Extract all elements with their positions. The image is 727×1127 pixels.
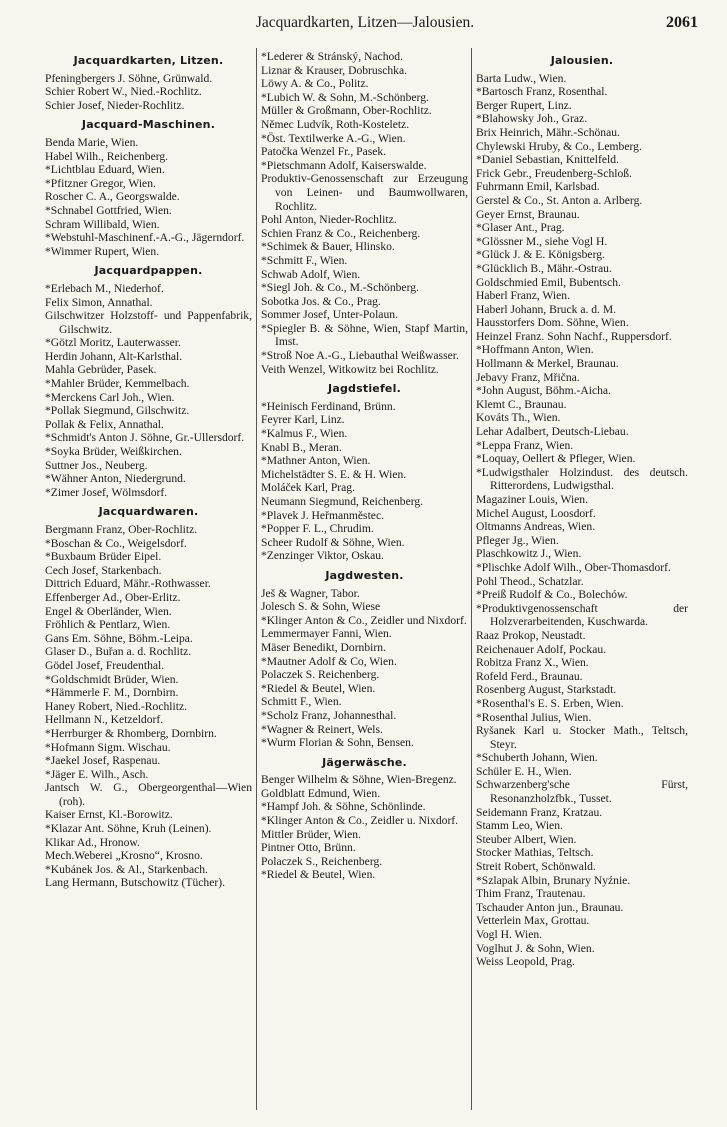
directory-entry: Löwy A. & Co., Politz. <box>261 77 369 91</box>
directory-entry: Plaschkowitz J., Wien. <box>476 547 582 561</box>
directory-entry: *Scholz Franz, Johannesthal. <box>261 708 397 722</box>
section-heading: Jacquard-Maschinen. <box>81 118 216 132</box>
directory-entry: Dittrich Eduard, Mähr.-Rothwasser. <box>45 577 211 591</box>
directory-entry: *Glücklich B., Mähr.-Ostrau. <box>476 261 612 275</box>
directory-entry: *Hofmann Sigm. Wischau. <box>45 740 171 754</box>
directory-entry: Raaz Prokop, Neustadt. <box>476 628 586 642</box>
directory-entry: Scheer Rudolf & Söhne, Wien. <box>261 535 405 549</box>
section-heading: Jagdstiefel. <box>328 382 401 396</box>
directory-entry: Patočka Wenzel Fr., Pasek. <box>261 145 387 159</box>
directory-entry: Steuber Albert, Wien. <box>476 832 577 846</box>
directory-entry: Fröhlich & Pentlarz, Wien. <box>45 618 171 632</box>
section-heading: Jacquardkarten, Litzen. <box>73 54 224 67</box>
directory-entry: Pfeningbergers J. Söhne, Grünwald. <box>45 71 213 85</box>
directory-entry: Feyrer Karl, Linz. <box>261 413 345 427</box>
directory-entry: *Hampf Joh. & Söhne, Schönlinde. <box>261 800 426 814</box>
directory-entry: *Mautner Adolf & Co, Wien. <box>261 654 397 668</box>
directory-entry: Pohl Theod., Schatzlar. <box>476 574 584 588</box>
directory-entry: Mahla Gebrüder, Pasek. <box>45 363 157 377</box>
directory-entry: Pfleger Jg., Wien. <box>476 533 559 547</box>
directory-entry: Barta Ludw., Wien. <box>476 71 567 85</box>
directory-entry: Gerstel & Co., St. Anton a. Arlberg. <box>476 193 643 207</box>
directory-entry: *Schuberth Johann, Wien. <box>476 751 598 765</box>
directory-entry: Schwarzenberg'sche Fürst, Resonanzholzfbk., Tusset. <box>476 778 688 806</box>
directory-entry: *Schmidt's Anton J. Söhne, Gr.-Ullersdorf. <box>45 431 245 445</box>
directory-entry: Produktiv-Genossenschaft zur Erzeugung von Leinen- und Baumwollwaren, Rochlitz. <box>261 172 468 213</box>
directory-entry: *Glück J. & E. Königsberg. <box>476 248 605 262</box>
column-divider <box>256 48 257 1110</box>
column-divider <box>471 48 472 1110</box>
directory-entry: Kováts Th., Wien. <box>476 411 561 425</box>
directory-entry: Mäser Benedikt, Dornbirn. <box>261 640 386 654</box>
directory-entry: Hollmann & Merkel, Braunau. <box>476 357 619 371</box>
directory-entry: *Pietschmann Adolf, Kaiserswalde. <box>261 158 427 172</box>
directory-entry: *Produktivgenossenschaft der Holzverarbeitenden, Kuschwarda. <box>476 601 688 629</box>
directory-entry: Pollak & Felix, Annathal. <box>45 417 164 431</box>
directory-entry: Polaczek S. Reichenberg. <box>261 668 380 682</box>
directory-entry: *Kubánek Jos. & Al., Starkenbach. <box>45 862 208 876</box>
directory-entry: Gödel Josef, Freudenthal. <box>45 658 165 672</box>
directory-entry: Haberl Franz, Wien. <box>476 289 570 303</box>
directory-entry: *Riedel & Beutel, Wien. <box>261 868 376 882</box>
directory-entry: *Soyka Brüder, Weißkirchen. <box>45 445 182 459</box>
directory-entry: Schwab Adolf, Wien. <box>261 267 361 281</box>
directory-entry: *Klazar Ant. Söhne, Kruh (Leinen). <box>45 822 212 836</box>
directory-entry: *Webstuhl-Maschinenf.-A.-G., Jägerndorf. <box>45 231 245 245</box>
directory-entry: Němec Ludvík, Roth-Kosteletz. <box>261 117 410 131</box>
directory-entry: Heinzel Franz. Sohn Nachf., Ruppersdorf. <box>476 329 672 343</box>
directory-entry: Schmitt F., Wien. <box>261 695 342 709</box>
directory-entry: Jolesch S. & Sohn, Wiese <box>261 600 381 614</box>
directory-entry: *John August, Böhm.-Aicha. <box>476 384 611 398</box>
directory-entry: *Hämmerle F. M., Dornbirn. <box>45 686 179 700</box>
directory-entry: Lehar Adalbert, Deutsch-Liebau. <box>476 425 629 439</box>
directory-entry: *Plischke Adolf Wilh., Ober-Thomasdorf. <box>476 560 671 574</box>
directory-entry: Benda Marie, Wien. <box>45 135 139 149</box>
directory-entry: Mech.Weberei „Krosno“, Krosno. <box>45 849 203 863</box>
directory-entry: Veith Wenzel, Witkowitz bei Rochlitz. <box>261 362 439 376</box>
directory-entry: Pohl Anton, Nieder-Rochlitz. <box>261 213 397 227</box>
directory-entry: *Zenzinger Viktor, Oskau. <box>261 549 384 563</box>
directory-entry: Schram Willibald, Wien. <box>45 217 160 231</box>
directory-entry: Robitza Franz X., Wien. <box>476 656 589 670</box>
directory-column-1 <box>45 50 252 890</box>
directory-entry: *Lichtblau Eduard, Wien. <box>45 163 165 177</box>
directory-entry: Haney Robert, Nied.-Rochlitz. <box>45 699 187 713</box>
section-heading: Jacquardwaren. <box>98 505 199 519</box>
directory-entry: Brix Heinrich, Mähr.-Schönau. <box>476 125 620 139</box>
directory-entry: Jantsch W. G., Obergeorgenthal—Wien (roh). <box>45 781 252 808</box>
directory-entry: *Stroß Noe A.-G., Liebauthal Weißwasser. <box>261 349 459 363</box>
directory-entry: Voglhut J. & Sohn, Wien. <box>476 941 595 955</box>
directory-entry: Neumann Siegmund, Reichenberg. <box>261 495 424 508</box>
directory-entry: *Götzl Moritz, Lauterwasser. <box>45 336 181 350</box>
directory-entry: Seidemann Franz, Kratzau. <box>476 805 603 819</box>
directory-entry: *Klinger Anton & Co., Zeidler und Nixdorf. <box>261 613 467 627</box>
directory-entry: Habel Wilh., Reichenberg. <box>45 149 169 163</box>
directory-entry: Pintner Otto, Brünn. <box>261 841 356 855</box>
directory-entry: *Hoffmann Anton, Wien. <box>476 343 594 357</box>
directory-entry: Ješ & Wagner, Tabor. <box>261 586 360 600</box>
directory-entry: Müller & Großmann, Ober-Rochlitz. <box>261 104 432 118</box>
directory-entry: *Mathner Anton, Wien. <box>261 454 371 468</box>
directory-entry: *Bartosch Franz, Rosenthal. <box>476 85 608 99</box>
section-heading: Jacquardpappen. <box>94 264 203 278</box>
directory-entry: Michelstädter S. E. & H. Wien. <box>261 467 407 481</box>
directory-entry: *Schimek & Bauer, Hlinsko. <box>261 240 395 254</box>
directory-entry: *Daniel Sebastian, Knittelfeld. <box>476 153 619 167</box>
directory-entry: Berger Rupert, Linz. <box>476 98 572 112</box>
directory-entry: *Herrburger & Rhomberg, Dornbirn. <box>45 726 217 740</box>
directory-entry: *Klinger Anton & Co., Zeidler u. Nixdorf. <box>261 814 459 828</box>
directory-entry: Schier Josef, Nieder-Rochlitz. <box>45 98 185 112</box>
directory-entry: Kaiser Ernst, Kl.-Borowitz. <box>45 808 173 822</box>
directory-entry: *Popper F. L., Chrudim. <box>261 522 374 536</box>
directory-entry: *Loquay, Oellert & Pfleger, Wien. <box>476 452 636 466</box>
directory-entry: *Jäger E. Wilh., Asch. <box>45 767 149 781</box>
directory-entry: Fuhrmann Emil, Karlsbad. <box>476 180 600 194</box>
directory-entry: Ryšanek Karl u. Stocker Math., Teltsch, Steyr. <box>476 724 688 751</box>
directory-entry: *Preiß Rudolf & Co., Bolechów. <box>476 588 628 602</box>
directory-entry: Rofeld Ferd., Braunau. <box>476 669 583 683</box>
directory-entry: *Öst. Textilwerke A.-G., Wien. <box>261 131 406 145</box>
directory-entry: Benger Wilhelm & Söhne, Wien-Bregenz. <box>261 773 457 787</box>
directory-entry: Effenberger Ad., Ober-Erlitz. <box>45 590 181 604</box>
directory-entry: *Kalmus F., Wien. <box>261 427 348 441</box>
directory-entry: Roscher C. A., Georgswalde. <box>45 190 180 204</box>
directory-entry: *Mahler Brüder, Kemmelbach. <box>45 377 190 391</box>
directory-entry: *Blahowsky Joh., Graz. <box>476 112 588 126</box>
directory-entry: Goldschmied Emil, Bubentsch. <box>476 275 621 289</box>
directory-entry: Frick Gebr., Freudenberg-Schloß. <box>476 166 632 180</box>
directory-entry: *Lederer & Stránský, Nachod. <box>261 50 403 63</box>
directory-entry: Gilschwitzer Holzstoff- und Pappenfabrik, Gilschwitz. <box>45 309 252 336</box>
page-number: 2061 <box>666 14 698 31</box>
directory-entry: *Wähner Anton, Niedergrund. <box>45 472 186 486</box>
directory-entry: Jebavy Franz, Mřična. <box>476 370 580 384</box>
directory-entry: Moláček Karl, Prag. <box>261 481 356 495</box>
directory-entry: Lang Hermann, Butschowitz (Tücher). <box>45 876 225 890</box>
page-header <box>40 14 698 38</box>
directory-entry: *Spiegler B. & Söhne, Wien, Stapf Martin, Imst. <box>261 321 468 349</box>
directory-entry: Vogl H. Wien. <box>476 928 543 941</box>
directory-entry: *Buxbaum Brüder Eipel. <box>45 550 162 564</box>
directory-entry: Haberl Johann, Bruck a. d. M. <box>476 302 617 316</box>
directory-entry: *Glössner M., siehe Vogl H. <box>476 234 608 248</box>
directory-entry: *Glaser Ant., Prag. <box>476 221 565 235</box>
directory-entry: Chylewski Hruby, & Co., Lemberg. <box>476 139 642 153</box>
directory-entry: Polaczek S., Reichenberg. <box>261 854 383 868</box>
directory-entry: Mittler Brüder, Wien. <box>261 827 361 841</box>
page-title: Jacquardkarten, Litzen—Jalousien. <box>255 14 475 31</box>
directory-entry: Oltmanns Andreas, Wien. <box>476 520 596 534</box>
directory-entry: *Rosenthal's E. S. Erben, Wien. <box>476 696 624 710</box>
directory-entry: Stocker Mathias, Teltsch. <box>476 846 594 860</box>
directory-entry: Stamm Leo, Wien. <box>476 819 563 833</box>
directory-entry: *Leppa Franz, Wien. <box>476 438 574 452</box>
directory-entry: Liznar & Krauser, Dobruschka. <box>261 63 408 77</box>
directory-entry: Felix Simon, Annathal. <box>45 295 153 309</box>
section-heading: Jägerwäsche. <box>322 755 407 769</box>
directory-entry: Rosenberg August, Starkstadt. <box>476 683 617 697</box>
directory-entry: Schien Franz & Co., Reichenberg. <box>261 226 421 240</box>
directory-entry: Weiss Leopold, Prag. <box>476 955 575 969</box>
directory-entry: *Lubich W. & Sohn, M.-Schönberg. <box>261 90 429 104</box>
directory-entry: *Goldschmidt Brüder, Wien. <box>45 672 179 686</box>
directory-entry: Sommer Josef, Unter-Polaun. <box>261 308 398 322</box>
directory-entry: Glaser D., Buřan a. d. Rochlitz. <box>45 645 192 659</box>
directory-entry: *Zimer Josef, Wölmsdorf. <box>45 485 168 499</box>
directory-entry: *Plavek J. Heřmanměstec. <box>261 508 384 522</box>
directory-entry: Schier Robert W., Nied.-Rochlitz. <box>45 85 202 99</box>
directory-entry: *Jaekel Josef, Raspenau. <box>45 754 161 768</box>
directory-entry: Reichenauer Adolf, Pockau. <box>476 642 607 656</box>
directory-entry: Klikar Ad., Hronow. <box>45 835 140 849</box>
directory-entry: Bergmann Franz, Ober-Rochlitz. <box>45 523 198 536</box>
directory-entry: Goldblatt Edmund, Wien. <box>261 786 381 800</box>
directory-entry: *Schmitt F., Wien. <box>261 253 348 267</box>
directory-entry: Thim Franz, Trautenau. <box>476 887 586 901</box>
directory-entry: *Rosenthal Julius, Wien. <box>476 710 592 724</box>
directory-entry: *Ludwigsthaler Holzindust. des deutsch. Ritterordens, Ludwigsthal. <box>476 465 688 493</box>
directory-entry: Streit Robert, Schönwald. <box>476 860 596 874</box>
section-heading: Jalousien. <box>550 54 614 67</box>
directory-entry: *Wimmer Rupert, Wien. <box>45 244 160 258</box>
directory-entry: *Boschan & Co., Weigelsdorf. <box>45 536 187 550</box>
directory-entry: *Szlapak Albin, Brunary Nyźnie. <box>476 873 631 887</box>
directory-entry: *Erlebach M., Niederhof. <box>45 281 164 295</box>
directory-entry: *Heinisch Ferdinand, Brünn. <box>261 399 396 413</box>
directory-entry: Lemmermayer Fanni, Wien. <box>261 627 392 641</box>
directory-entry: Klemt C., Braunau. <box>476 397 567 411</box>
directory-entry: *Pfitzner Gregor, Wien. <box>45 176 156 190</box>
directory-entry: *Wurm Florian & Sohn, Bensen. <box>261 736 414 750</box>
directory-entry: Michel August, Loosdorf. <box>476 506 596 520</box>
section-heading: Jagdwesten. <box>325 568 404 582</box>
directory-entry: Sobotka Jos. & Co., Prag. <box>261 294 381 308</box>
directory-entry: Magaziner Louis, Wien. <box>476 493 589 506</box>
directory-entry: Suttner Jos., Neuberg. <box>45 458 148 472</box>
directory-column-2 <box>261 50 468 882</box>
directory-entry: Hausstorfers Dom. Söhne, Wien. <box>476 316 629 330</box>
directory-entry: Engel & Oberländer, Wien. <box>45 604 172 618</box>
directory-entry: *Riedel & Beutel, Wien. <box>261 681 376 695</box>
directory-entry: Tschauder Anton jun., Braunau. <box>476 900 624 914</box>
directory-entry: Geyer Ernst, Braunau. <box>476 207 580 221</box>
directory-entry: Knabl B., Meran. <box>261 440 342 454</box>
directory-entry: *Wagner & Reinert, Wels. <box>261 722 383 736</box>
directory-entry: *Siegl Joh. & Co., M.-Schönberg. <box>261 281 419 295</box>
directory-entry: *Pollak Siegmund, Gilschwitz. <box>45 404 190 418</box>
directory-entry: Cech Josef, Starkenbach. <box>45 563 162 577</box>
directory-column-3 <box>476 50 688 969</box>
directory-entry: Gans Em. Söhne, Böhm.-Leipa. <box>45 631 193 645</box>
directory-entry: Schüler E. H., Wien. <box>476 764 572 778</box>
directory-entry: Vetterlein Max, Grottau. <box>476 914 590 928</box>
directory-entry: *Schnabel Gottfried, Wien. <box>45 203 172 217</box>
directory-entry: Herdin Johann, Alt-Karlsthal. <box>45 349 183 363</box>
directory-entry: Hellmann N., Ketzeldorf. <box>45 713 164 727</box>
directory-entry: *Merckens Carl Joh., Wien. <box>45 390 175 404</box>
